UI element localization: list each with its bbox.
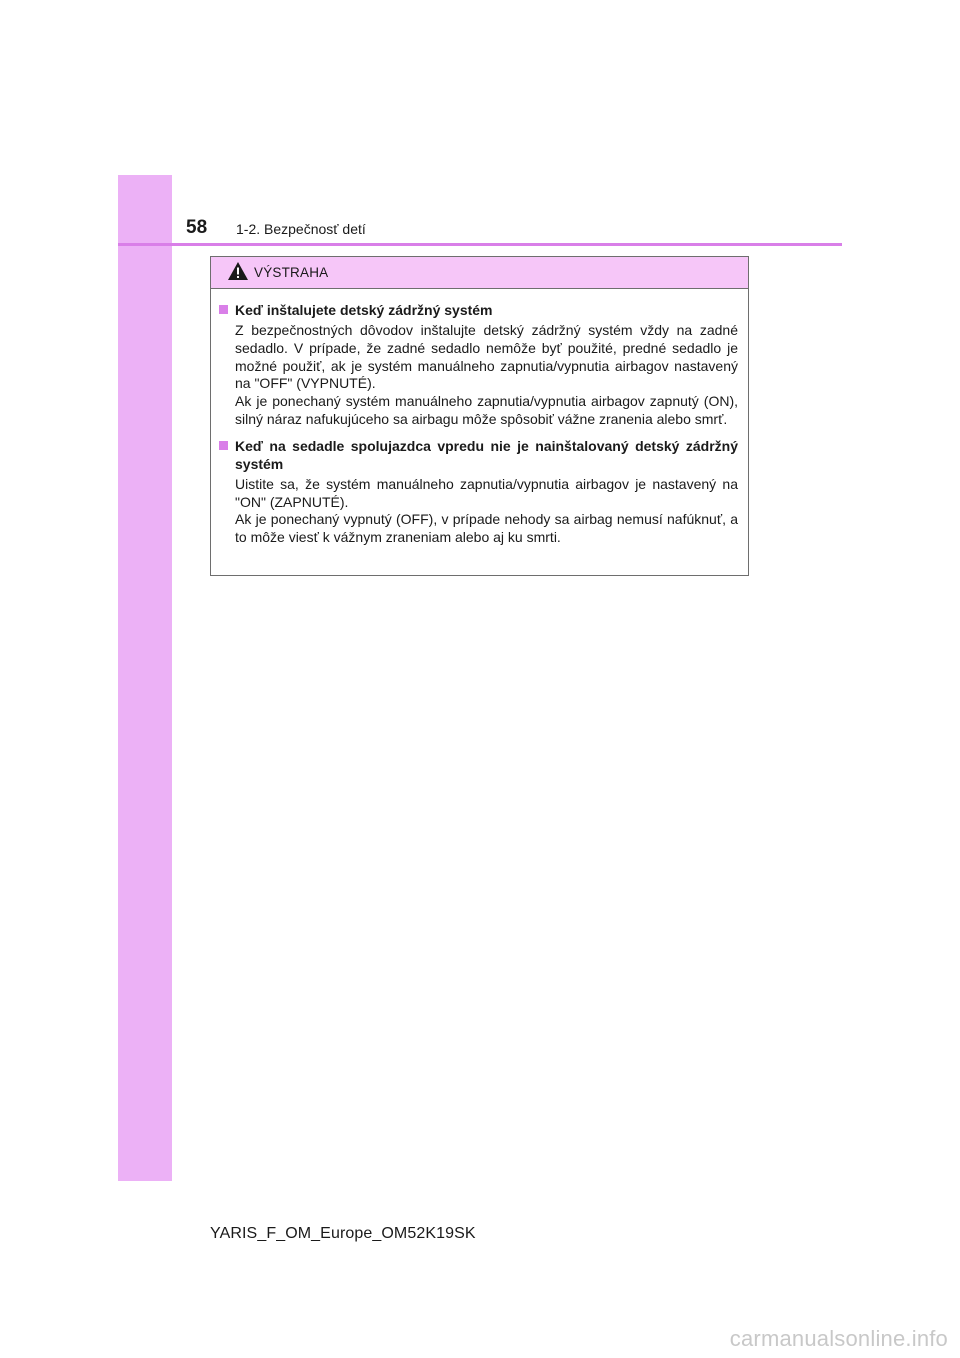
section-title: 1-2. Bezpečnosť detí <box>236 221 366 237</box>
paragraph: Uistite sa, že systém manuálneho zapnutia/vypnutia airbagov je nastavený na "ON" (ZAPNUTÉ). <box>235 475 738 510</box>
warning-box <box>210 256 749 576</box>
warning-title: VÝSTRAHA <box>254 265 329 280</box>
square-bullet-icon <box>219 305 228 314</box>
warning-item-heading <box>219 301 738 319</box>
warning-item <box>219 301 738 429</box>
paragraph: Ak je ponechaný vypnutý (OFF), v prípade nehody sa airbag nemusí nafúknuť, a to môže viesť k vážnym zraneniam alebo aj ku smrti. <box>235 511 738 546</box>
warning-item-text <box>235 476 738 547</box>
page-number: 58 <box>186 217 208 238</box>
warning-item-heading <box>219 437 738 473</box>
paragraph: Z bezpečnostných dôvodov inštalujte detský zádržný systém vždy na zadné sedadlo. V prípade, že zadné sedadlo nemôže byť použité, predné sedadlo je možné použiť, ak je systém manuálneho zapnutia/vypnutia airbagov nastavený na "OFF" (VYPNUTÉ). <box>235 322 738 392</box>
header-divider <box>118 243 842 246</box>
warning-item-heading-text: Keď inštalujete detský zádržný systém <box>235 302 493 318</box>
square-bullet-icon <box>219 441 228 450</box>
paragraph: Ak je ponechaný systém manuálneho zapnutia/vypnutia airbagov zapnutý (ON), silný náraz nafukujúceho sa airbagu môže spôsobiť vážne zranenia alebo smrť. <box>235 393 738 427</box>
side-color-band <box>118 175 172 1181</box>
warning-header <box>211 257 748 289</box>
warning-item <box>219 437 738 547</box>
warning-triangle-icon <box>227 261 249 281</box>
warning-item-text <box>235 322 738 429</box>
warning-body <box>211 289 748 547</box>
warning-item-heading-text: Keď na sedadle spolujazdca vpredu nie je nainštalovaný detský zádržný systém <box>235 437 738 472</box>
watermark: carmanualsonline.info <box>729 1326 948 1351</box>
document-code: YARIS_F_OM_Europe_OM52K19SK <box>210 1225 476 1242</box>
